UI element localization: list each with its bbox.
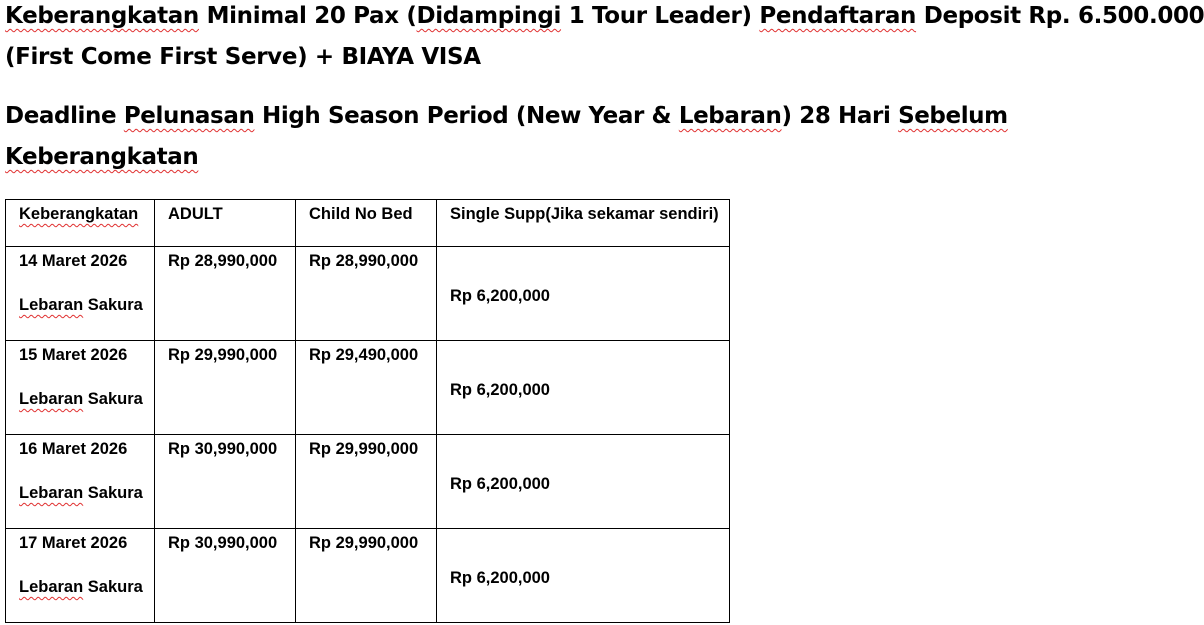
header-cell (437, 200, 730, 247)
spell-word: Lebaran (19, 578, 84, 596)
header-label: Keberangkatan (19, 205, 139, 223)
single-supp-price: Rp 6,200,000 (437, 435, 730, 529)
departure-cell (6, 247, 155, 341)
departure-tag: Sakura (83, 578, 143, 596)
departure-date: 16 Maret 2026 (19, 440, 128, 458)
departure-date: 15 Maret 2026 (19, 346, 128, 364)
child-price: Rp 29,990,000 (296, 529, 437, 623)
header-label: Child No Bed (309, 205, 413, 223)
spell-word: Keberangkatan (5, 144, 199, 170)
heading-text: Deposit Rp. 6.500.000 (916, 3, 1204, 29)
heading-text: (First Come First Serve) + BIAYA VISA (5, 44, 481, 70)
table-row (6, 529, 730, 623)
single-supp-price: Rp 6,200,000 (437, 247, 730, 341)
departure-tag: Sakura (83, 296, 143, 314)
departure-label (19, 484, 146, 503)
departure-tag: Sakura (83, 390, 143, 408)
adult-price: Rp 30,990,000 (155, 435, 296, 529)
price-table (5, 199, 730, 623)
child-price: Rp 28,990,000 (296, 247, 437, 341)
spell-word: Sebelum (898, 103, 1008, 129)
header-label: ADULT (168, 205, 223, 223)
spell-word: Lebaran (19, 484, 84, 502)
departure-tag: Sakura (83, 484, 143, 502)
spell-word: Lebaran (678, 103, 782, 129)
spell-word: Pelunasan (123, 103, 255, 129)
departure-cell (6, 341, 155, 435)
single-supp-price: Rp 6,200,000 (437, 341, 730, 435)
table-header-row (6, 200, 730, 247)
header-cell (296, 200, 437, 247)
adult-price: Rp 30,990,000 (155, 529, 296, 623)
heading-deposit (5, 0, 1204, 78)
header-cell (6, 200, 155, 247)
departure-label (19, 296, 146, 315)
header-cell (155, 200, 296, 247)
heading-text: High Season Period (New Year & (254, 103, 679, 129)
departure-date: 17 Maret 2026 (19, 534, 128, 552)
departure-cell (6, 529, 155, 623)
child-price: Rp 29,990,000 (296, 435, 437, 529)
table-row (6, 247, 730, 341)
table-row (6, 435, 730, 529)
heading-text: Minimal 20 Pax ( (198, 3, 417, 29)
heading-text: ) 28 Hari (781, 103, 899, 129)
spell-word: Lebaran (19, 296, 84, 314)
adult-price: Rp 28,990,000 (155, 247, 296, 341)
spell-word: Lebaran (19, 390, 84, 408)
header-label: Single Supp(Jika sekamar sendiri) (450, 205, 719, 223)
departure-label (19, 578, 146, 597)
departure-date: 14 Maret 2026 (19, 252, 128, 270)
heading-text: 1 Tour Leader) (561, 3, 760, 29)
child-price: Rp 29,490,000 (296, 341, 437, 435)
heading-deadline (5, 96, 1008, 178)
spell-word: Didampingi (416, 3, 562, 29)
spell-word: Pendaftaran (759, 3, 917, 29)
heading-text: Deadline (5, 103, 124, 129)
adult-price: Rp 29,990,000 (155, 341, 296, 435)
departure-cell (6, 435, 155, 529)
spell-word: Keberangkatan (5, 3, 199, 29)
single-supp-price: Rp 6,200,000 (437, 529, 730, 623)
table-row (6, 341, 730, 435)
departure-label (19, 390, 146, 409)
